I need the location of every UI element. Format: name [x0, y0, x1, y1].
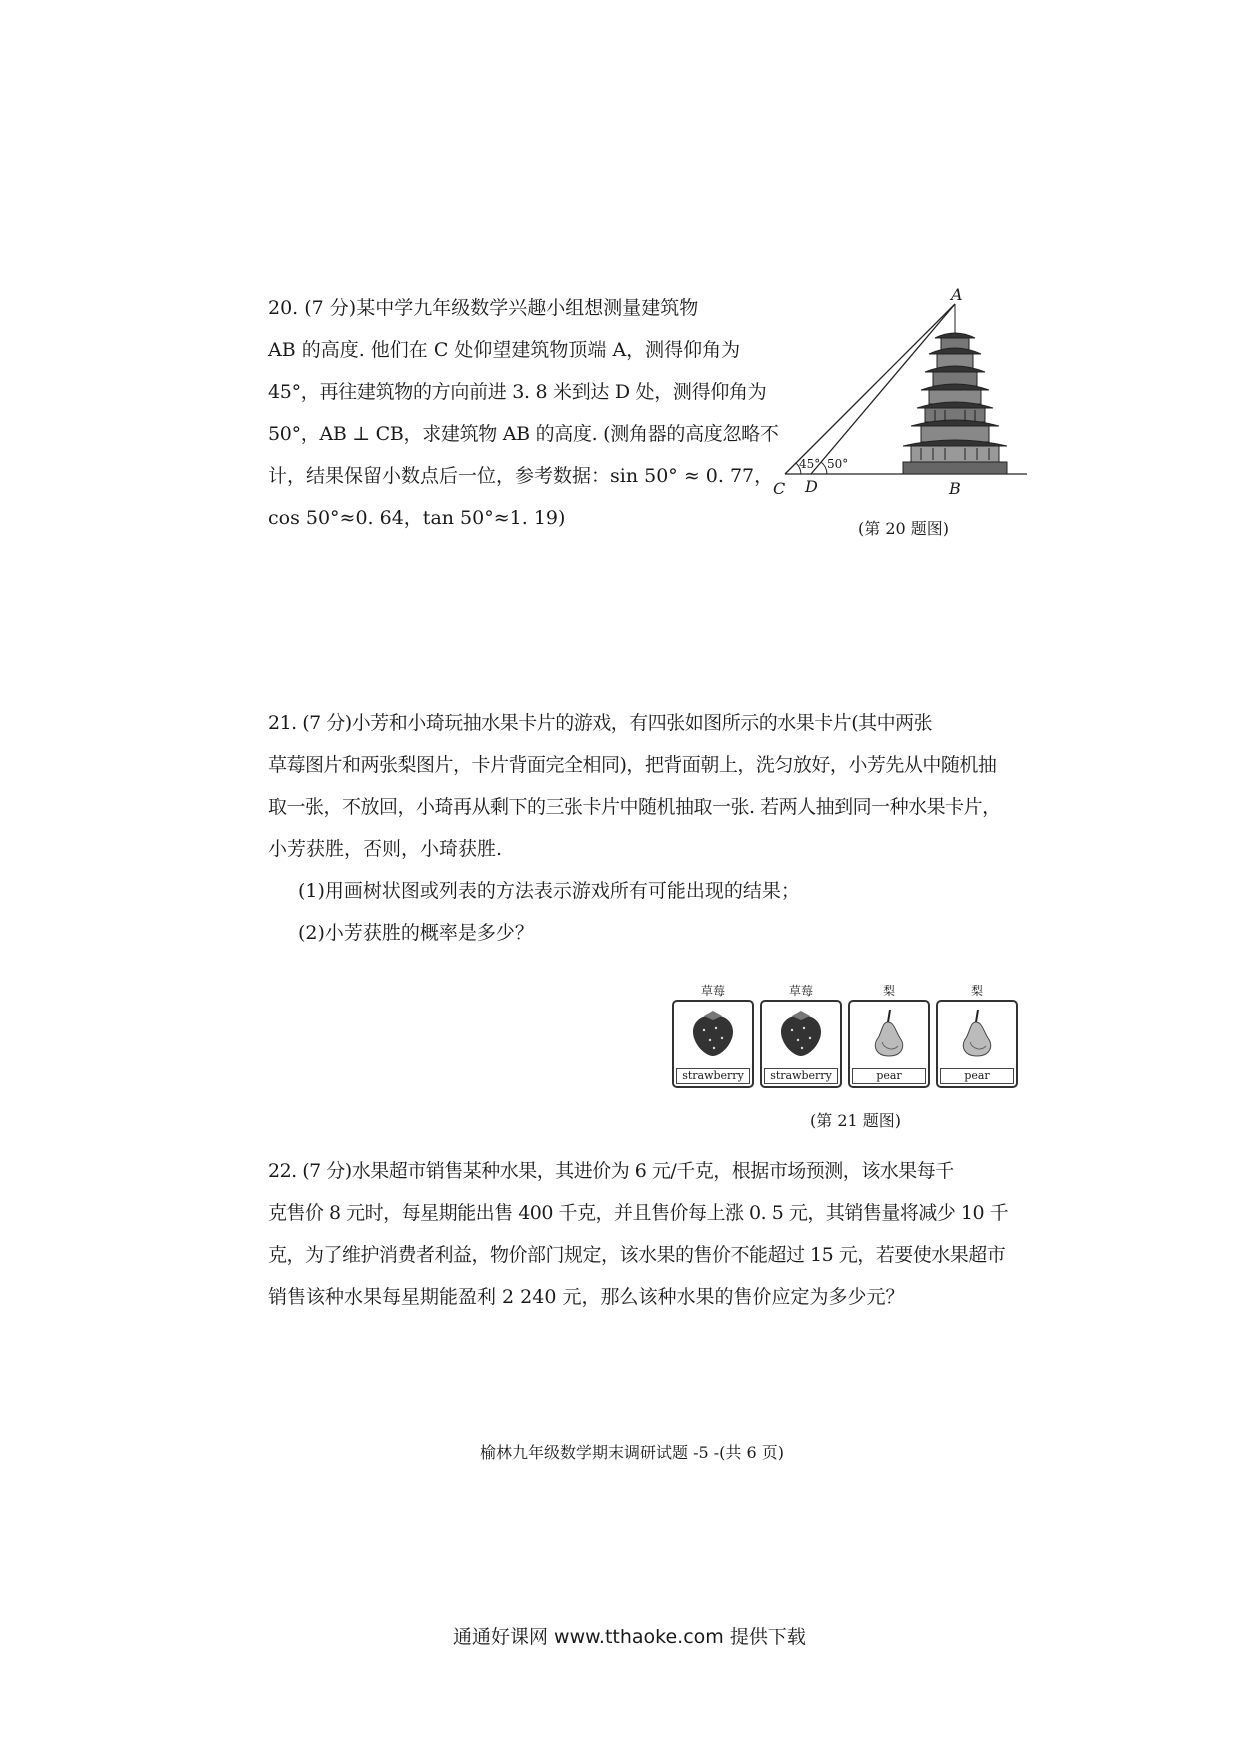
q20-line-1: 20. (7 分)某中学九年级数学兴趣小组想测量建筑物: [268, 297, 699, 319]
card-bottom-label: strawberry: [764, 1068, 838, 1084]
card-frame: [672, 1000, 754, 1088]
figure-20-caption: (第 20 题图): [858, 519, 950, 538]
figure-21-caption: (第 21 题图): [810, 1111, 902, 1130]
pear-icon: [950, 1008, 1004, 1058]
card-top-label: 草莓: [788, 984, 813, 998]
label-c: C: [773, 479, 786, 498]
question-22-text: [268, 1150, 1028, 1318]
question-20-text: [268, 287, 788, 539]
strawberry-icon: [686, 1008, 740, 1058]
q21-line-1: 21. (7 分)小芳和小琦玩抽水果卡片的游戏，有四张如图所示的水果卡片(其中两张: [268, 712, 933, 734]
fruit-card: [848, 982, 930, 1086]
card-top-label: 草莓: [700, 984, 725, 998]
q21-line-3: 取一张，不放回，小琦再从剩下的三张卡片中随机抽取一张. 若两人抽到同一种水果卡片，: [268, 796, 1001, 818]
q21-line-4: 小芳获胜，否则，小琦获胜.: [268, 838, 503, 860]
pagoda-icon: [903, 304, 1007, 474]
q22-line-2: 克售价 8 元时，每星期能出售 400 千克，并且售价每上涨 0. 5 元，其销售量将减少 10 千: [268, 1202, 1009, 1224]
figure-20-pagoda-diagram: [773, 285, 1033, 502]
fruit-card: [760, 982, 842, 1086]
angle-label-c: 45°: [799, 457, 821, 471]
download-watermark: 通通好课网 www.tthaoke.com 提供下载: [453, 1626, 806, 1648]
q21-sub-question-2: (2)小芳获胜的概率是多少？: [298, 922, 534, 944]
pear-icon: [862, 1008, 916, 1058]
card-frame: [936, 1000, 1018, 1088]
q20-line-5: 计，结果保留小数点后一位，参考数据：sin 50° ≈ 0. 77，: [268, 465, 774, 487]
q21-line-2: 草莓图片和两张梨图片，卡片背面完全相同)，把背面朝上，洗匀放好，小芳先从中随机抽: [268, 754, 997, 776]
card-bottom-label: strawberry: [676, 1068, 750, 1084]
fruit-card: [672, 982, 754, 1086]
q22-line-1: 22. (7 分)水果超市销售某种水果，其进价为 6 元/千克，根据市场预测，该水果每千: [268, 1160, 954, 1182]
q20-line-3: 45°，再往建筑物的方向前进 3. 8 米到达 D 处，测得仰角为: [268, 381, 767, 403]
figure-21-fruit-cards: [672, 982, 1028, 1098]
q21-sub-question-1: (1)用画树状图或列表的方法表示游戏所有可能出现的结果；: [298, 880, 800, 902]
fruit-card: [936, 982, 1018, 1086]
q20-line-2: AB 的高度. 他们在 C 处仰望建筑物顶端 A，测得仰角为: [268, 339, 741, 361]
q20-line-4: 50°，AB ⊥ CB，求建筑物 AB 的高度. (测角器的高度忽略不: [268, 423, 779, 445]
q20-line-6: cos 50°≈0. 64，tan 50°≈1. 19): [268, 507, 566, 529]
strawberry-icon: [774, 1008, 828, 1058]
angle-label-d: 50°: [827, 457, 849, 471]
card-frame: [848, 1000, 930, 1088]
label-b: B: [949, 479, 961, 498]
q22-line-4: 销售该种水果每星期能盈利 2 240 元，那么该种水果的售价应定为多少元？: [268, 1286, 905, 1308]
card-top-label: 梨: [970, 984, 983, 998]
label-d: D: [805, 477, 818, 496]
page-footer: 榆林九年级数学期末调研试题 -5 -(共 6 页): [480, 1443, 785, 1462]
card-top-label: 梨: [882, 984, 895, 998]
question-21-text: [268, 702, 1028, 954]
card-frame: [760, 1000, 842, 1088]
label-a: A: [951, 285, 963, 304]
q22-line-3: 克，为了维护消费者利益，物价部门规定，该水果的售价不能超过 15 元，若要使水果超市: [268, 1244, 1006, 1266]
card-bottom-label: pear: [852, 1068, 926, 1084]
card-bottom-label: pear: [940, 1068, 1014, 1084]
